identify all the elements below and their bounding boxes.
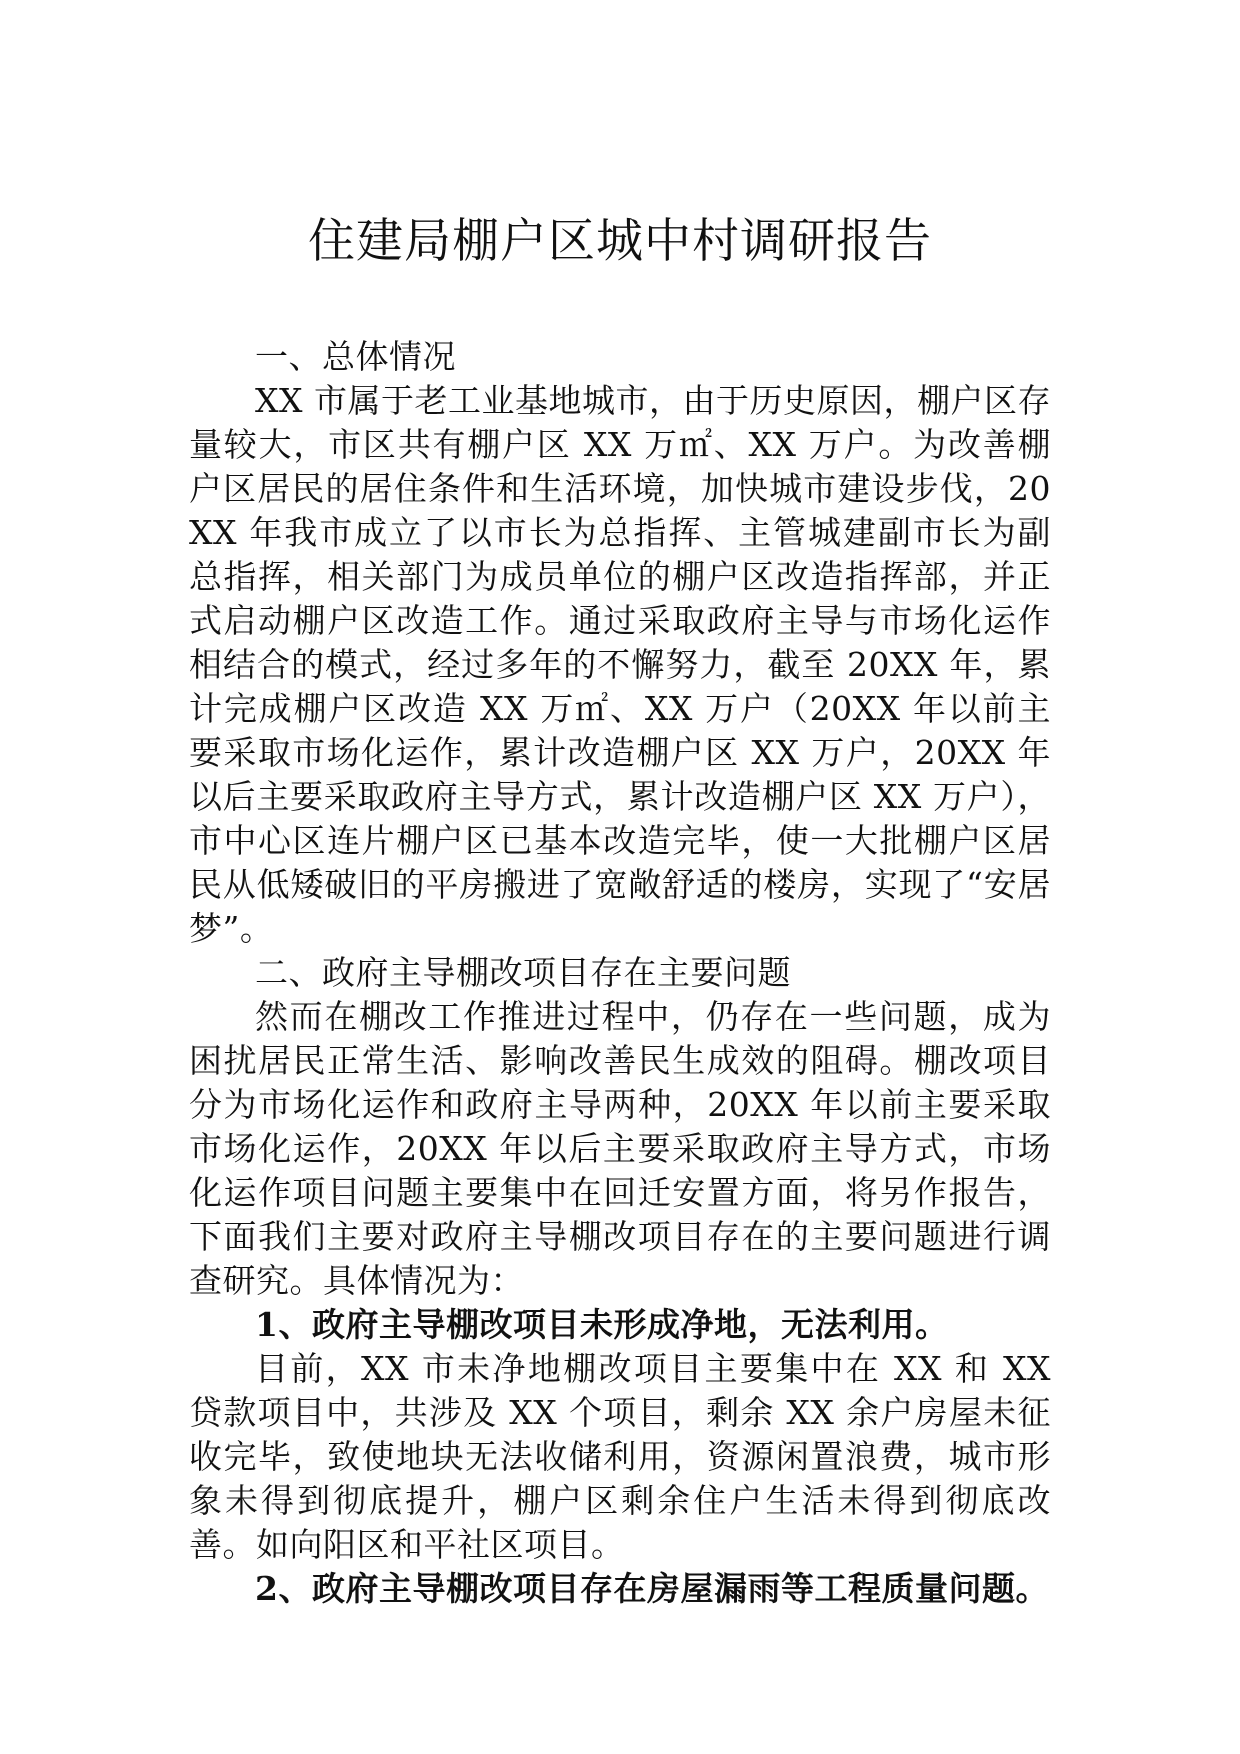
paragraph-problems-intro: 然而在棚改工作推进过程中，仍存在一些问题，成为困扰居民正常生活、影响改善民生成效的阻碍。棚改项目分为市场化运作和政府主导两种，20XX 年以前主要采取市场化运作，20XX 年以后主要采取政府主导方式，市场化运作项目问题主要集中在回迁安置方面，将另作报告，下面我们主要对政府主导棚改项目存在的主要问题进行调查研究。具体情况为： — [189, 997, 1051, 1300]
subheading-problem-2: 2、政府主导棚改项目存在房屋漏雨等工程质量问题。 — [255, 1569, 1049, 1608]
document-title: 住建局棚户区城中村调研报告 — [308, 214, 932, 269]
section-heading-problems: 二、政府主导棚改项目存在主要问题 — [255, 953, 791, 992]
document-body — [189, 335, 1051, 1611]
section-heading-overview: 一、总体情况 — [255, 337, 456, 376]
paragraph-overview: XX 市属于老工业基地城市，由于历史原因，棚户区存量较大，市区共有棚户区 XX 万㎡、XX 万户。为改善棚户区居民的居住条件和生活环境，加快城市建设步伐，20XX 年我市成立了以市长为总指挥、主管城建副市长为副总指挥，相关部门为成员单位的棚户区改造指挥部，并正式启动棚户区改造工作。通过采取政府主导与市场化运作相结合的模式，经过多年的不懈努力，截至 20XX 年，累计完成棚户区改造 XX 万㎡、XX 万户（20XX 年以前主要采取市场化运作，累计改造棚户区 XX 万户，20XX 年以后主要采取政府主导方式，累计改造棚户区 XX 万户），市中心区连片棚户区已基本改造完毕，使一大批棚户区居民从低矮破旧的平房搬进了宽敞舒适的楼房，实现了“安居梦”。 — [189, 381, 1051, 948]
paragraph-problem-1: 目前，XX 市未净地棚改项目主要集中在 XX 和 XX 贷款项目中，共涉及 XX 个项目，剩余 XX 余户房屋未征收完毕，致使地块无法收储利用，资源闲置浪费，城市形象未得到彻底提升，棚户区剩余住户生活未得到彻底改善。如向阳区和平社区项目。 — [189, 1349, 1051, 1564]
subheading-problem-1: 1、政府主导棚改项目未形成净地，无法利用。 — [255, 1305, 949, 1344]
